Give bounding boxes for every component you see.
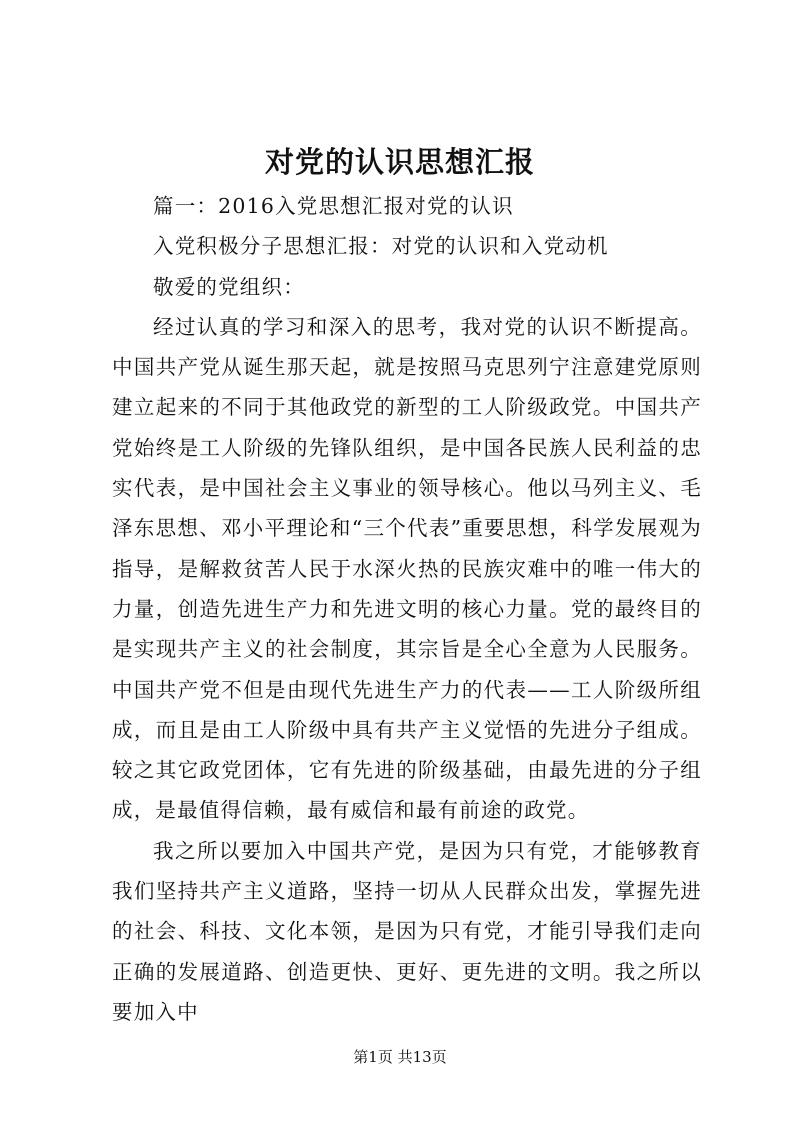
paragraph-salutation: 敬爱的党组织： — [153, 274, 305, 299]
document-body — [112, 186, 702, 1032]
document-title: 对党的认识思想汇报 — [264, 145, 535, 179]
paragraph-body-1: 经过认真的学习和深入的思考，我对党的认识不断提高。中国共产党从诞生那天起，就是按照马克思列宁注意建党原则建立起来的不同于其他政党的新型的工人阶级政党。中国共产党始终是工人阶级的先锋队组织，是中国各民族人民利益的忠实代表，是中国社会主义事业的领导核心。他以马列主义、毛泽东思想、邓小平理论和“三个代表”重要思想，科学发展观为指导，是解救贫苦人民于水深火热的民族灾难中的唯一伟大的力量，创造先进生产力和先进文明的核心力量。党的最终目的是实现共产主义的社会制度，其宗旨是全心全意为人民服务。中国共产党不但是由现代先进生产力的代表——工人阶级所组成，而且是由工人阶级中具有共产主义觉悟的先进分子组成。较之其它政党团体，它有先进的阶级基础，由最先进的分子组成，是最值得信赖，最有威信和最有前途的政党。 — [112, 314, 702, 823]
paragraph-subheading: 入党积极分子思想汇报：对党的认识和入党动机 — [153, 234, 609, 259]
page-footer: 第1页 共13页 — [353, 1048, 447, 1066]
paragraph-heading: 篇一：2016入党思想汇报对党的认识 — [153, 194, 514, 218]
paragraph-body-2: 我之所以要加入中国共产党，是因为只有党，才能够教育我们坚持共产主义道路，坚持一切从人民群众出发，掌握先进的社会、科技、文化本领，是因为只有党，才能引导我们走向正确的发展道路、创造更快、更好、更先进的文明。我之所以要加入中 — [112, 838, 702, 1024]
